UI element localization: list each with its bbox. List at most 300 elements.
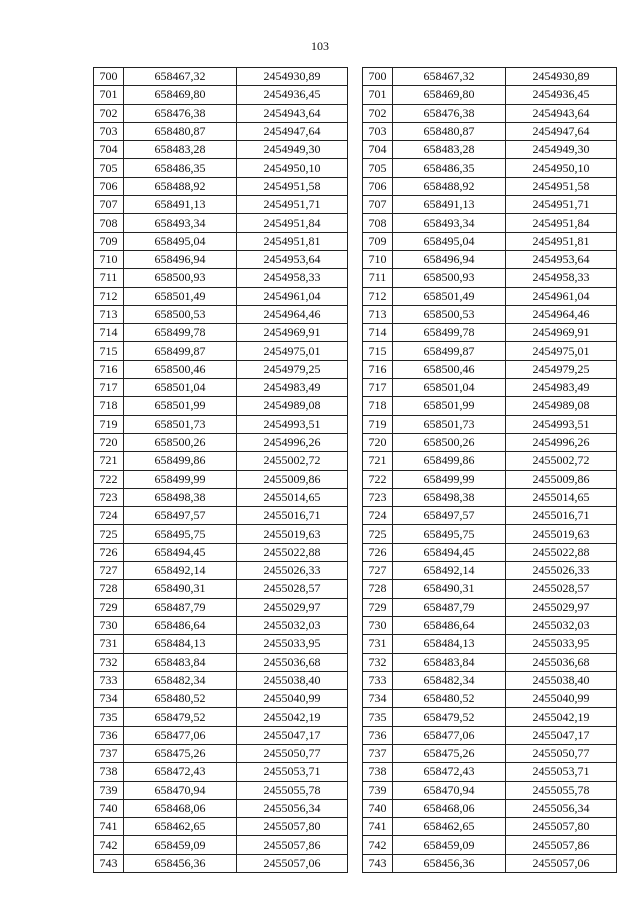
point-number-cell: 709 bbox=[363, 232, 393, 250]
point-number-cell: 724 bbox=[363, 507, 393, 525]
table-row bbox=[94, 141, 348, 159]
coordinate-table-left bbox=[93, 67, 348, 873]
table-row bbox=[94, 616, 348, 634]
y-coordinate-cell: 2455016,71 bbox=[237, 507, 348, 525]
y-coordinate-cell: 2454975,01 bbox=[506, 342, 617, 360]
x-coordinate-cell: 658484,13 bbox=[393, 635, 506, 653]
x-coordinate-cell: 658500,53 bbox=[393, 305, 506, 323]
x-coordinate-cell: 658470,94 bbox=[393, 781, 506, 799]
x-coordinate-cell: 658456,36 bbox=[393, 854, 506, 872]
y-coordinate-cell: 2455057,06 bbox=[506, 854, 617, 872]
table-row bbox=[363, 141, 617, 159]
y-coordinate-cell: 2454930,89 bbox=[506, 68, 617, 86]
point-number-cell: 705 bbox=[94, 159, 124, 177]
point-number-cell: 716 bbox=[363, 360, 393, 378]
y-coordinate-cell: 2454930,89 bbox=[237, 68, 348, 86]
table-row bbox=[363, 68, 617, 86]
table-row bbox=[363, 580, 617, 598]
table-row bbox=[94, 122, 348, 140]
point-number-cell: 703 bbox=[363, 122, 393, 140]
x-coordinate-cell: 658486,35 bbox=[124, 159, 237, 177]
x-coordinate-cell: 658499,86 bbox=[393, 452, 506, 470]
y-coordinate-cell: 2454951,58 bbox=[237, 177, 348, 195]
table-row bbox=[94, 86, 348, 104]
point-number-cell: 703 bbox=[94, 122, 124, 140]
x-coordinate-cell: 658497,57 bbox=[393, 507, 506, 525]
x-coordinate-cell: 658490,31 bbox=[393, 580, 506, 598]
x-coordinate-cell: 658499,99 bbox=[124, 470, 237, 488]
y-coordinate-cell: 2454979,25 bbox=[506, 360, 617, 378]
table-row bbox=[363, 269, 617, 287]
table-row bbox=[363, 836, 617, 854]
y-coordinate-cell: 2455026,33 bbox=[237, 562, 348, 580]
y-coordinate-cell: 2454958,33 bbox=[506, 269, 617, 287]
x-coordinate-cell: 658499,87 bbox=[124, 342, 237, 360]
point-number-cell: 743 bbox=[94, 854, 124, 872]
table-row bbox=[363, 854, 617, 872]
x-coordinate-cell: 658459,09 bbox=[124, 836, 237, 854]
y-coordinate-cell: 2454951,71 bbox=[506, 196, 617, 214]
point-number-cell: 737 bbox=[363, 744, 393, 762]
table-row bbox=[363, 488, 617, 506]
x-coordinate-cell: 658499,78 bbox=[393, 324, 506, 342]
table-row bbox=[363, 379, 617, 397]
x-coordinate-cell: 658484,13 bbox=[124, 635, 237, 653]
point-number-cell: 711 bbox=[363, 269, 393, 287]
point-number-cell: 741 bbox=[363, 818, 393, 836]
y-coordinate-cell: 2455040,99 bbox=[237, 690, 348, 708]
y-coordinate-cell: 2455042,19 bbox=[506, 708, 617, 726]
y-coordinate-cell: 2455055,78 bbox=[506, 781, 617, 799]
table-row bbox=[94, 543, 348, 561]
y-coordinate-cell: 2455028,57 bbox=[506, 580, 617, 598]
y-coordinate-cell: 2455036,68 bbox=[506, 653, 617, 671]
table-row bbox=[363, 818, 617, 836]
x-coordinate-cell: 658476,38 bbox=[124, 104, 237, 122]
point-number-cell: 709 bbox=[94, 232, 124, 250]
table-row bbox=[363, 214, 617, 232]
point-number-cell: 723 bbox=[94, 488, 124, 506]
x-coordinate-cell: 658498,38 bbox=[393, 488, 506, 506]
point-number-cell: 725 bbox=[363, 525, 393, 543]
point-number-cell: 734 bbox=[363, 690, 393, 708]
table-row bbox=[94, 507, 348, 525]
y-coordinate-cell: 2454951,81 bbox=[237, 232, 348, 250]
y-coordinate-cell: 2455016,71 bbox=[506, 507, 617, 525]
table-row bbox=[363, 562, 617, 580]
table-row bbox=[94, 415, 348, 433]
y-coordinate-cell: 2454961,04 bbox=[237, 287, 348, 305]
x-coordinate-cell: 658472,43 bbox=[124, 763, 237, 781]
point-number-cell: 727 bbox=[94, 562, 124, 580]
point-number-cell: 731 bbox=[363, 635, 393, 653]
point-number-cell: 700 bbox=[94, 68, 124, 86]
point-number-cell: 702 bbox=[94, 104, 124, 122]
table-row bbox=[94, 744, 348, 762]
x-coordinate-cell: 658495,04 bbox=[393, 232, 506, 250]
point-number-cell: 729 bbox=[363, 598, 393, 616]
y-coordinate-cell: 2454943,64 bbox=[237, 104, 348, 122]
point-number-cell: 708 bbox=[94, 214, 124, 232]
table-row bbox=[94, 653, 348, 671]
table-row bbox=[363, 324, 617, 342]
x-coordinate-cell: 658462,65 bbox=[393, 818, 506, 836]
x-coordinate-cell: 658493,34 bbox=[124, 214, 237, 232]
x-coordinate-cell: 658499,78 bbox=[124, 324, 237, 342]
point-number-cell: 702 bbox=[363, 104, 393, 122]
table-row bbox=[363, 397, 617, 415]
point-number-cell: 722 bbox=[363, 470, 393, 488]
y-coordinate-cell: 2454983,49 bbox=[506, 379, 617, 397]
y-coordinate-cell: 2454951,84 bbox=[237, 214, 348, 232]
y-coordinate-cell: 2455019,63 bbox=[506, 525, 617, 543]
point-number-cell: 718 bbox=[94, 397, 124, 415]
point-number-cell: 735 bbox=[94, 708, 124, 726]
y-coordinate-cell: 2455036,68 bbox=[237, 653, 348, 671]
point-number-cell: 715 bbox=[94, 342, 124, 360]
table-row bbox=[94, 488, 348, 506]
y-coordinate-cell: 2455014,65 bbox=[237, 488, 348, 506]
x-coordinate-cell: 658487,79 bbox=[393, 598, 506, 616]
point-number-cell: 715 bbox=[363, 342, 393, 360]
table-row bbox=[94, 342, 348, 360]
x-coordinate-cell: 658480,52 bbox=[393, 690, 506, 708]
y-coordinate-cell: 2455040,99 bbox=[506, 690, 617, 708]
x-coordinate-cell: 658501,99 bbox=[124, 397, 237, 415]
y-coordinate-cell: 2455022,88 bbox=[237, 543, 348, 561]
table-row bbox=[363, 232, 617, 250]
point-number-cell: 736 bbox=[363, 726, 393, 744]
table-row bbox=[363, 86, 617, 104]
table-row bbox=[94, 397, 348, 415]
x-coordinate-cell: 658480,87 bbox=[393, 122, 506, 140]
x-coordinate-cell: 658490,31 bbox=[124, 580, 237, 598]
x-coordinate-cell: 658501,73 bbox=[393, 415, 506, 433]
page-number: 103 bbox=[311, 39, 329, 53]
x-coordinate-cell: 658467,32 bbox=[393, 68, 506, 86]
point-number-cell: 728 bbox=[94, 580, 124, 598]
y-coordinate-cell: 2455057,80 bbox=[506, 818, 617, 836]
point-number-cell: 742 bbox=[94, 836, 124, 854]
table-row bbox=[94, 690, 348, 708]
table-row bbox=[363, 470, 617, 488]
x-coordinate-cell: 658500,26 bbox=[124, 433, 237, 451]
table-row bbox=[363, 635, 617, 653]
x-coordinate-cell: 658469,80 bbox=[124, 86, 237, 104]
point-number-cell: 722 bbox=[94, 470, 124, 488]
x-coordinate-cell: 658479,52 bbox=[393, 708, 506, 726]
x-coordinate-cell: 658483,28 bbox=[393, 141, 506, 159]
y-coordinate-cell: 2454996,26 bbox=[506, 433, 617, 451]
table-row bbox=[94, 360, 348, 378]
point-number-cell: 740 bbox=[363, 799, 393, 817]
table-row bbox=[94, 269, 348, 287]
point-number-cell: 733 bbox=[363, 671, 393, 689]
y-coordinate-cell: 2455053,71 bbox=[506, 763, 617, 781]
point-number-cell: 707 bbox=[363, 196, 393, 214]
x-coordinate-cell: 658500,53 bbox=[124, 305, 237, 323]
x-coordinate-cell: 658469,80 bbox=[393, 86, 506, 104]
table-row bbox=[363, 159, 617, 177]
point-number-cell: 711 bbox=[94, 269, 124, 287]
table-row bbox=[363, 726, 617, 744]
x-coordinate-cell: 658479,52 bbox=[124, 708, 237, 726]
table-row bbox=[363, 196, 617, 214]
point-number-cell: 734 bbox=[94, 690, 124, 708]
y-coordinate-cell: 2454951,81 bbox=[506, 232, 617, 250]
x-coordinate-cell: 658501,04 bbox=[393, 379, 506, 397]
y-coordinate-cell: 2455033,95 bbox=[506, 635, 617, 653]
point-number-cell: 730 bbox=[363, 616, 393, 634]
x-coordinate-cell: 658492,14 bbox=[124, 562, 237, 580]
y-coordinate-cell: 2455026,33 bbox=[506, 562, 617, 580]
point-number-cell: 710 bbox=[363, 250, 393, 268]
x-coordinate-cell: 658495,75 bbox=[393, 525, 506, 543]
x-coordinate-cell: 658477,06 bbox=[393, 726, 506, 744]
table-row bbox=[94, 470, 348, 488]
table-row bbox=[94, 818, 348, 836]
point-number-cell: 735 bbox=[363, 708, 393, 726]
y-coordinate-cell: 2455028,57 bbox=[237, 580, 348, 598]
table-row bbox=[94, 836, 348, 854]
table-row bbox=[363, 360, 617, 378]
point-number-cell: 739 bbox=[363, 781, 393, 799]
x-coordinate-cell: 658497,57 bbox=[124, 507, 237, 525]
point-number-cell: 719 bbox=[363, 415, 393, 433]
y-coordinate-cell: 2455038,40 bbox=[237, 671, 348, 689]
table-row bbox=[363, 342, 617, 360]
y-coordinate-cell: 2454947,64 bbox=[506, 122, 617, 140]
x-coordinate-cell: 658476,38 bbox=[393, 104, 506, 122]
x-coordinate-cell: 658493,34 bbox=[393, 214, 506, 232]
x-coordinate-cell: 658486,35 bbox=[393, 159, 506, 177]
x-coordinate-cell: 658480,52 bbox=[124, 690, 237, 708]
table-row bbox=[94, 177, 348, 195]
table-row bbox=[363, 122, 617, 140]
x-coordinate-cell: 658467,32 bbox=[124, 68, 237, 86]
table-row bbox=[94, 305, 348, 323]
point-number-cell: 718 bbox=[363, 397, 393, 415]
point-number-cell: 736 bbox=[94, 726, 124, 744]
table-row bbox=[94, 763, 348, 781]
y-coordinate-cell: 2455057,86 bbox=[506, 836, 617, 854]
table-row bbox=[94, 214, 348, 232]
x-coordinate-cell: 658462,65 bbox=[124, 818, 237, 836]
table-row bbox=[363, 525, 617, 543]
x-coordinate-cell: 658459,09 bbox=[393, 836, 506, 854]
y-coordinate-cell: 2454953,64 bbox=[506, 250, 617, 268]
x-coordinate-cell: 658496,94 bbox=[393, 250, 506, 268]
point-number-cell: 710 bbox=[94, 250, 124, 268]
point-number-cell: 727 bbox=[363, 562, 393, 580]
x-coordinate-cell: 658501,49 bbox=[124, 287, 237, 305]
table-row bbox=[94, 452, 348, 470]
table-row bbox=[94, 159, 348, 177]
point-number-cell: 708 bbox=[363, 214, 393, 232]
x-coordinate-cell: 658496,94 bbox=[124, 250, 237, 268]
point-number-cell: 712 bbox=[363, 287, 393, 305]
point-number-cell: 713 bbox=[363, 305, 393, 323]
point-number-cell: 720 bbox=[94, 433, 124, 451]
x-coordinate-cell: 658486,64 bbox=[124, 616, 237, 634]
y-coordinate-cell: 2454936,45 bbox=[506, 86, 617, 104]
y-coordinate-cell: 2454983,49 bbox=[237, 379, 348, 397]
y-coordinate-cell: 2455029,97 bbox=[506, 598, 617, 616]
table-row bbox=[94, 598, 348, 616]
point-number-cell: 726 bbox=[94, 543, 124, 561]
point-number-cell: 741 bbox=[94, 818, 124, 836]
table-row bbox=[94, 68, 348, 86]
y-coordinate-cell: 2455009,86 bbox=[237, 470, 348, 488]
table-row bbox=[94, 562, 348, 580]
point-number-cell: 706 bbox=[363, 177, 393, 195]
y-coordinate-cell: 2454951,58 bbox=[506, 177, 617, 195]
x-coordinate-cell: 658487,79 bbox=[124, 598, 237, 616]
y-coordinate-cell: 2455022,88 bbox=[506, 543, 617, 561]
x-coordinate-cell: 658498,38 bbox=[124, 488, 237, 506]
point-number-cell: 743 bbox=[363, 854, 393, 872]
y-coordinate-cell: 2455019,63 bbox=[237, 525, 348, 543]
y-coordinate-cell: 2454943,64 bbox=[506, 104, 617, 122]
x-coordinate-cell: 658483,84 bbox=[124, 653, 237, 671]
point-number-cell: 724 bbox=[94, 507, 124, 525]
x-coordinate-cell: 658495,04 bbox=[124, 232, 237, 250]
table-row bbox=[363, 250, 617, 268]
y-coordinate-cell: 2454961,04 bbox=[506, 287, 617, 305]
x-coordinate-cell: 658499,99 bbox=[393, 470, 506, 488]
point-number-cell: 714 bbox=[363, 324, 393, 342]
table-row bbox=[363, 305, 617, 323]
y-coordinate-cell: 2455009,86 bbox=[506, 470, 617, 488]
point-number-cell: 706 bbox=[94, 177, 124, 195]
y-coordinate-cell: 2455047,17 bbox=[237, 726, 348, 744]
x-coordinate-cell: 658483,28 bbox=[124, 141, 237, 159]
point-number-cell: 713 bbox=[94, 305, 124, 323]
x-coordinate-cell: 658477,06 bbox=[124, 726, 237, 744]
y-coordinate-cell: 2455002,72 bbox=[237, 452, 348, 470]
x-coordinate-cell: 658494,45 bbox=[124, 543, 237, 561]
coordinate-table-right bbox=[362, 67, 617, 873]
point-number-cell: 742 bbox=[363, 836, 393, 854]
x-coordinate-cell: 658495,75 bbox=[124, 525, 237, 543]
y-coordinate-cell: 2454953,64 bbox=[237, 250, 348, 268]
point-number-cell: 701 bbox=[363, 86, 393, 104]
x-coordinate-cell: 658472,43 bbox=[393, 763, 506, 781]
y-coordinate-cell: 2455002,72 bbox=[506, 452, 617, 470]
x-coordinate-cell: 658482,34 bbox=[393, 671, 506, 689]
point-number-cell: 739 bbox=[94, 781, 124, 799]
point-number-cell: 733 bbox=[94, 671, 124, 689]
x-coordinate-cell: 658468,06 bbox=[124, 799, 237, 817]
table-row bbox=[94, 635, 348, 653]
x-coordinate-cell: 658499,86 bbox=[124, 452, 237, 470]
point-number-cell: 726 bbox=[363, 543, 393, 561]
table-row bbox=[94, 854, 348, 872]
point-number-cell: 704 bbox=[94, 141, 124, 159]
table-row bbox=[363, 708, 617, 726]
y-coordinate-cell: 2455047,17 bbox=[506, 726, 617, 744]
y-coordinate-cell: 2454964,46 bbox=[506, 305, 617, 323]
point-number-cell: 728 bbox=[363, 580, 393, 598]
x-coordinate-cell: 658482,34 bbox=[124, 671, 237, 689]
y-coordinate-cell: 2454950,10 bbox=[506, 159, 617, 177]
table-row bbox=[94, 708, 348, 726]
y-coordinate-cell: 2455033,95 bbox=[237, 635, 348, 653]
point-number-cell: 732 bbox=[363, 653, 393, 671]
point-number-cell: 700 bbox=[363, 68, 393, 86]
x-coordinate-cell: 658501,04 bbox=[124, 379, 237, 397]
point-number-cell: 738 bbox=[363, 763, 393, 781]
x-coordinate-cell: 658500,46 bbox=[393, 360, 506, 378]
table-row bbox=[363, 799, 617, 817]
y-coordinate-cell: 2454951,71 bbox=[237, 196, 348, 214]
table-row bbox=[94, 726, 348, 744]
x-coordinate-cell: 658500,46 bbox=[124, 360, 237, 378]
table-row bbox=[94, 196, 348, 214]
point-number-cell: 705 bbox=[363, 159, 393, 177]
y-coordinate-cell: 2454949,30 bbox=[506, 141, 617, 159]
table-row bbox=[363, 690, 617, 708]
table-row bbox=[363, 653, 617, 671]
x-coordinate-cell: 658501,99 bbox=[393, 397, 506, 415]
point-number-cell: 729 bbox=[94, 598, 124, 616]
x-coordinate-cell: 658488,92 bbox=[393, 177, 506, 195]
x-coordinate-cell: 658480,87 bbox=[124, 122, 237, 140]
table-row bbox=[363, 415, 617, 433]
table-row bbox=[363, 287, 617, 305]
table-row bbox=[94, 525, 348, 543]
y-coordinate-cell: 2455029,97 bbox=[237, 598, 348, 616]
y-coordinate-cell: 2455014,65 bbox=[506, 488, 617, 506]
y-coordinate-cell: 2454951,84 bbox=[506, 214, 617, 232]
x-coordinate-cell: 658492,14 bbox=[393, 562, 506, 580]
x-coordinate-cell: 658475,26 bbox=[124, 744, 237, 762]
point-number-cell: 723 bbox=[363, 488, 393, 506]
x-coordinate-cell: 658501,49 bbox=[393, 287, 506, 305]
x-coordinate-cell: 658483,84 bbox=[393, 653, 506, 671]
x-coordinate-cell: 658468,06 bbox=[393, 799, 506, 817]
y-coordinate-cell: 2455038,40 bbox=[506, 671, 617, 689]
table-row bbox=[363, 763, 617, 781]
table-row bbox=[363, 671, 617, 689]
point-number-cell: 716 bbox=[94, 360, 124, 378]
y-coordinate-cell: 2455053,71 bbox=[237, 763, 348, 781]
table-row bbox=[94, 250, 348, 268]
y-coordinate-cell: 2454975,01 bbox=[237, 342, 348, 360]
table-row bbox=[363, 744, 617, 762]
point-number-cell: 725 bbox=[94, 525, 124, 543]
y-coordinate-cell: 2454969,91 bbox=[237, 324, 348, 342]
table-row bbox=[94, 433, 348, 451]
point-number-cell: 717 bbox=[94, 379, 124, 397]
y-coordinate-cell: 2455056,34 bbox=[506, 799, 617, 817]
point-number-cell: 737 bbox=[94, 744, 124, 762]
x-coordinate-cell: 658501,73 bbox=[124, 415, 237, 433]
y-coordinate-cell: 2455042,19 bbox=[237, 708, 348, 726]
point-number-cell: 719 bbox=[94, 415, 124, 433]
x-coordinate-cell: 658491,13 bbox=[124, 196, 237, 214]
table-row bbox=[94, 232, 348, 250]
table-row bbox=[94, 379, 348, 397]
x-coordinate-cell: 658494,45 bbox=[393, 543, 506, 561]
table-row bbox=[94, 671, 348, 689]
table-row bbox=[94, 781, 348, 799]
table-row bbox=[94, 580, 348, 598]
y-coordinate-cell: 2454993,51 bbox=[506, 415, 617, 433]
point-number-cell: 721 bbox=[363, 452, 393, 470]
table-row bbox=[363, 433, 617, 451]
x-coordinate-cell: 658475,26 bbox=[393, 744, 506, 762]
